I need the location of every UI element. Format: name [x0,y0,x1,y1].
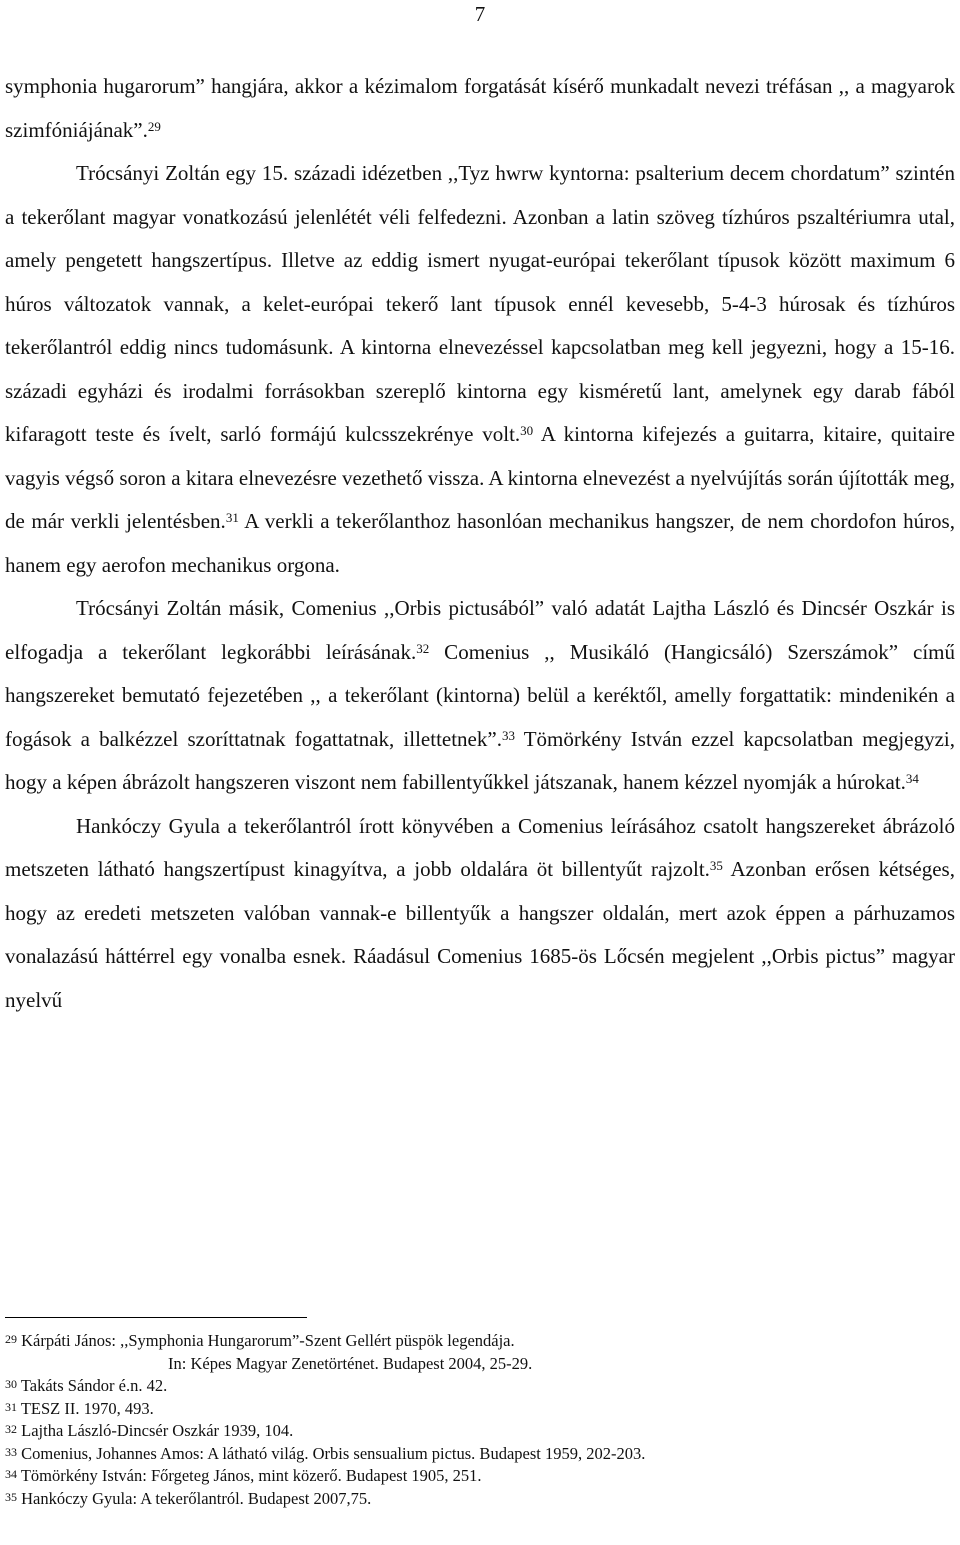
footnote-number: 33 [5,1444,17,1459]
paragraph-1 [5,65,955,152]
footnote-ref[interactable]: 35 [709,858,723,873]
footnote-number: 31 [5,1399,17,1414]
footnote-33 [5,1443,945,1466]
footnote-30 [5,1375,945,1398]
page-number: 7 [474,2,486,26]
paragraph-4 [5,805,955,1023]
paragraph-2 [5,152,955,587]
paragraph-text: A kintorna kifejezés a guitarra, kitaire, quitaire vagyis végső soron a kitara elnevezésre vezethető vissza. A kintorna elnevezést a nyelvújítás során újították meg, de már verkli jelentésben. [5,422,955,533]
footnote-29 [5,1330,945,1353]
footnote-ref[interactable]: 32 [416,640,430,656]
paragraph-text: Trócsányi Zoltán egy 15. századi idézetben ,,Tyz hwrw kyntorna: psalterium decem chordatum” szintén a tekerőlant magyar vonatkozású jelenlétét véli felfedezni. Azonban a latin szöveg tízhúros pszaltériumra utal, amely pengetett hangszertípus. Illetve az eddig ismert nyugat-európai tekerőlant típusok között maximum 6 húros változatok vannak, a kelet-európai tekerő lant típusok ennél kevesebb, 5-4-3 húrosak és tízhúros tekerőlantról eddig nincs tudomásunk. A kintorna elnevezéssel kapcsolatban meg kell jegyezni, hogy a 15-16. századi egyházi és irodalmi forrásokban szereplő kintorna egy kisméretű lant, amelynek egy darab fából kifaragott teste és ívelt, sarló formájú kulcsszekrénye volt. [5,161,955,446]
footnote-text: Hankóczy Gyula: A tekerőlantról. Budapest 2007,75. [17,1488,372,1508]
footnote-number: 29 [5,1332,17,1346]
footnote-32 [5,1420,945,1443]
footnote-ref[interactable]: 34 [905,771,919,786]
footnote-ref[interactable]: 30 [520,423,534,438]
paragraph-text: symphonia hugarorum” hangjára, akkor a kézimalom forgatását kísérő munkadalt nevezi tréfásan ,, a magyarok szimfóniájának”. [5,74,955,142]
body-text [5,65,955,1022]
footnote-35 [5,1488,945,1511]
footnote-text: Lajtha László-Dincsér Oszkár 1939, 104. [17,1421,294,1440]
footnote-separator [5,1317,307,1318]
footnote-text: Comenius, Johannes Amos: A látható világ. Orbis sensualium pictus. Budapest 1959, 202-203. [17,1443,646,1463]
footnote-number: 34 [5,1467,17,1481]
footnote-31 [5,1398,945,1421]
paragraph-text: Azonban erősen kétséges, hogy az eredeti metszeten valóban vannak-e billentyűk a hangszer oldalán, mert azok éppen a párhuzamos vonalazású háttérrel egy vonalba esnek. Ráadásul Comenius 1685-ös Lőcsén megjelent ,,Orbis pictus” magyar nyelvű [5,857,955,1012]
footnote-34 [5,1465,945,1488]
footnote-text: Tömörkény István: Főrgeteg János, mint közerő. Budapest 1905, 251. [17,1466,482,1485]
footnote-number: 30 [5,1377,17,1391]
footnotes [5,1330,945,1510]
paragraph-text: Trócsányi Zoltán másik, Comenius ,,Orbis pictusából” való adatát Lajtha László és Dincsér Oszkár is elfogadja a tekerőlant legkorábbi leírásának. [5,596,955,664]
footnote-text: TESZ II. 1970, 493. [17,1398,154,1418]
paragraph-3 [5,587,955,805]
footnote-ref[interactable]: 29 [147,118,161,134]
paragraph-text: Comenius ,, Musikáló (Hangicsáló) Szerszámok” című hangszereket bemutató fejezetében ,, a tekerőlant (kintorna) belül a keréktől, amelly forgattatik: mindenikén a fogások a balkézzel szoríttatnak fogattatnak, illettetnek”. [5,639,956,751]
footnote-number: 35 [5,1489,17,1504]
paragraph-text: Hankóczy Gyula a tekerőlantról írott könyvében a Comenius leírásához csatolt hangszereket ábrázoló metszeten látható hangszertípust kinagyítva, a jobb oldalára öt billentyűt rajzolt. [5,813,955,881]
footnote-ref[interactable]: 33 [501,727,515,743]
footnote-number: 32 [5,1422,17,1436]
paragraph-text: A verkli a tekerőlanthoz hasonlóan mechanikus hangszer, de nem chordofon húros, hanem egy aerofon mechanikus orgona. [5,509,955,577]
footnote-text: Kárpáti János: ,,Symphonia Hungarorum”-Szent Gellért püspök legendája. [17,1331,515,1350]
paragraph-text: Tömörkény István ezzel kapcsolatban megjegyzi, hogy a képen ábrázolt hangszeren viszont nem fabillentyűkkel játszanak, hanem kézzel nyomják a húrokat. [5,726,955,794]
footnote-ref[interactable]: 31 [225,510,239,525]
footnote-29-continuation: In: Képes Magyar Zenetörténet. Budapest 2004, 25-29. [168,1353,533,1373]
footnote-text: Takáts Sándor é.n. 42. [17,1376,168,1395]
